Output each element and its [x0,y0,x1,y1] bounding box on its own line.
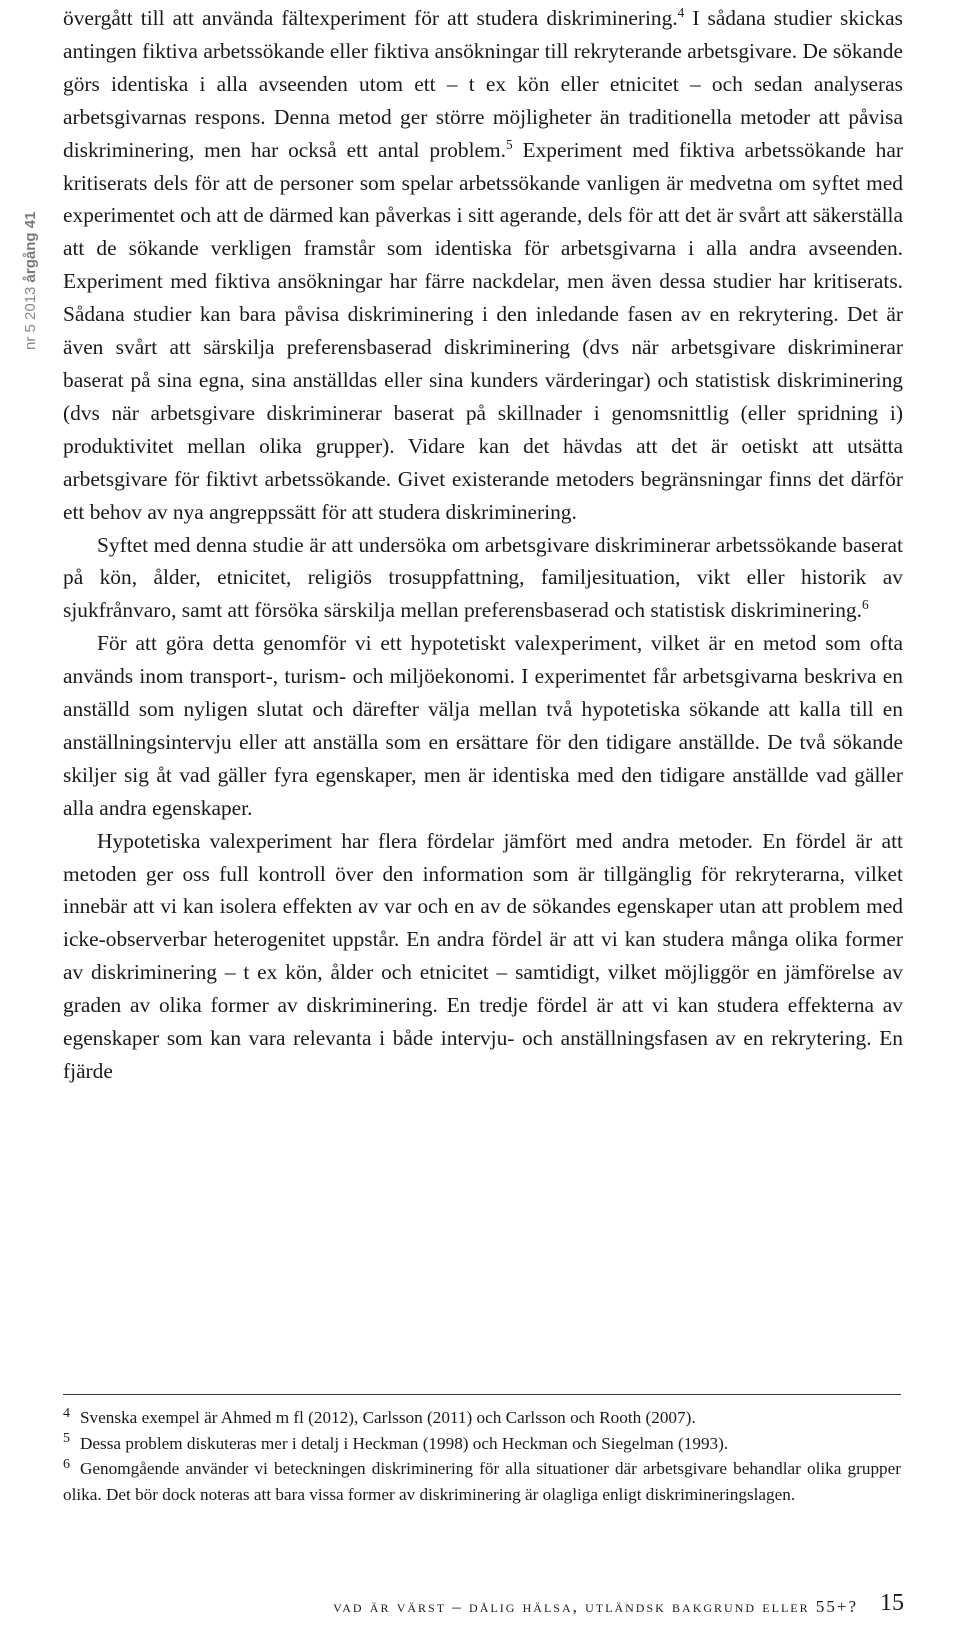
footnote-divider [63,1394,901,1395]
journal-volume: årgång 41 [22,211,39,283]
paragraph-1-text-a: övergått till att använda fältexperiment för att studera diskriminering. [63,6,678,30]
journal-issue: nr 5 2013 [22,286,39,350]
paragraph-4: Hypotetiska valexperiment har flera fördelar jämfört med andra metoder. En fördel är att metoden ger oss full kontroll över den information som är tillgänglig för rekryterarna, vilket innebär att vi kan isolera effekten av var och en av de sökandes egenskaper utan att problem med icke-observerbar heterogenitet uppstår. En andra fördel är att vi kan studera många olika former av diskriminering – t ex kön, ålder och etnicitet – samtidigt, vilket möjliggör en jämförelse av graden av olika former av diskriminering. En tredje fördel är att vi kan studera effekterna av egenskaper som kan vara relevanta i både intervju- och anställningsfasen av en rekrytering. En fjärde [63,828,903,1083]
page-number: 15 [880,1590,904,1616]
footnote-ref-6[interactable]: 6 [861,597,869,613]
journal-issue-label [22,212,39,350]
paragraph-1-text-b: I sådana studier skickas antingen fiktiva arbetssökande eller fiktiva ansökningar till rekryterande arbetsgivare. De sökande görs identiska i alla avseenden utom ett – t ex kön eller etnicitet – och sedan analyseras arbetsgivarnas respons. Denna metod ger större möjligheter än traditionella metoder att påvisa diskriminering, men har också ett antal problem. [63,6,903,162]
footnote-4: 4 Svenska exempel är Ahmed m fl (2012), Carlsson (2011) och Carlsson och Rooth (2007). [63,1405,696,1427]
paragraph-1 [63,2,903,529]
footnote-5: 5 Dessa problem diskuteras mer i detalj i Heckman (1998) och Heckman och Siegelman (1993). [63,1431,729,1453]
footnote-6: 6 Genomgående använder vi beteckningen diskriminering för alla situationer där arbetsgivare behandlar olika grupper olika. Det bör dock noteras att bara vissa former av diskriminering är olagliga enligt diskrimineringslagen. [63,1456,901,1504]
paragraph-2 [63,529,903,628]
paragraph-1-text-c: Experiment med fiktiva arbetssökande har kritiserats dels för att de personer som spelar arbetssökande vanligen är medvetna om syftet med experimentet och att de därmed kan påverkas i sitt agerande, dels för att det är svårt att säkerställa att de sökande verkligen framstår som identiska för arbetsgivarna i alla andra avseenden. Experiment med fiktiva ansökningar har färre nackdelar, men även dessa studier har kritiserats. Sådana studier kan bara påvisa diskriminering i den inledande fasen av en rekrytering. Det är även svårt att särskilja preferensbaserad diskriminering (dvs när arbetsgivare diskriminerar baserat på sina egna, sina anställdas eller sina kunders värderingar) och statistisk diskriminering (dvs när arbetsgivare diskriminerar baserat på skillnader i genomsnittlig (eller spridning i) produktivitet mellan olika grupper). Vidare kan det hävdas att det är oetiskt att utsätta arbetsgivare för fiktivt arbetssökande. Givet existerande metoders begränsningar finns det därför ett behov av nya angreppssätt för att studera diskriminering. [63,137,903,524]
footnote-text: Svenska exempel är Ahmed m fl (2012), Carlsson (2011) och Carlsson och Rooth (2007). [80,1408,696,1427]
paragraph-2-text: Syftet med denna studie är att undersöka om arbetsgivare diskriminerar arbetssökande baserat på kön, ålder, etnicitet, religiös trosuppfattning, familjesituation, vikt eller historik av sjukfrånvaro, samt att försöka särskilja mellan preferensbaserad och statistisk diskriminering. [63,532,903,623]
footnote-text: Dessa problem diskuteras mer i detalj i Heckman (1998) och Heckman och Siegelman (1993). [80,1433,729,1453]
footnote-ref-4[interactable]: 4 [677,4,685,20]
footnote-ref-5[interactable]: 5 [506,136,513,152]
footnote-text: Genomgående använder vi beteckningen diskriminering för alla situationer där arbetsgivare behandlar olika grupper olika. Det bör dock noteras att bara vissa former av diskriminering är olagliga enligt diskrimineringslagen. [63,1459,901,1504]
running-footer: vad är värst – dålig hälsa, utländsk bakgrund eller 55+? [333,1597,858,1616]
footnotes [63,1405,901,1507]
paragraph-3: För att göra detta genomför vi ett hypotetiskt valexperiment, vilket är en metod som ofta används inom transport-, turism- och miljöekonomi. I experimentet får arbetsgivarna beskriva en anställd som nyligen slutat och därefter välja mellan två hypotetiska sökande att kalla till en anställningsintervju eller att anställa som en ersättare för den tidigare anställde. De två sökande skiljer sig åt vad gäller fyra egenskaper, men är identiska med den tidigare anställde vad gäller alla andra egenskaper. [63,631,903,820]
article-body [63,2,903,1088]
